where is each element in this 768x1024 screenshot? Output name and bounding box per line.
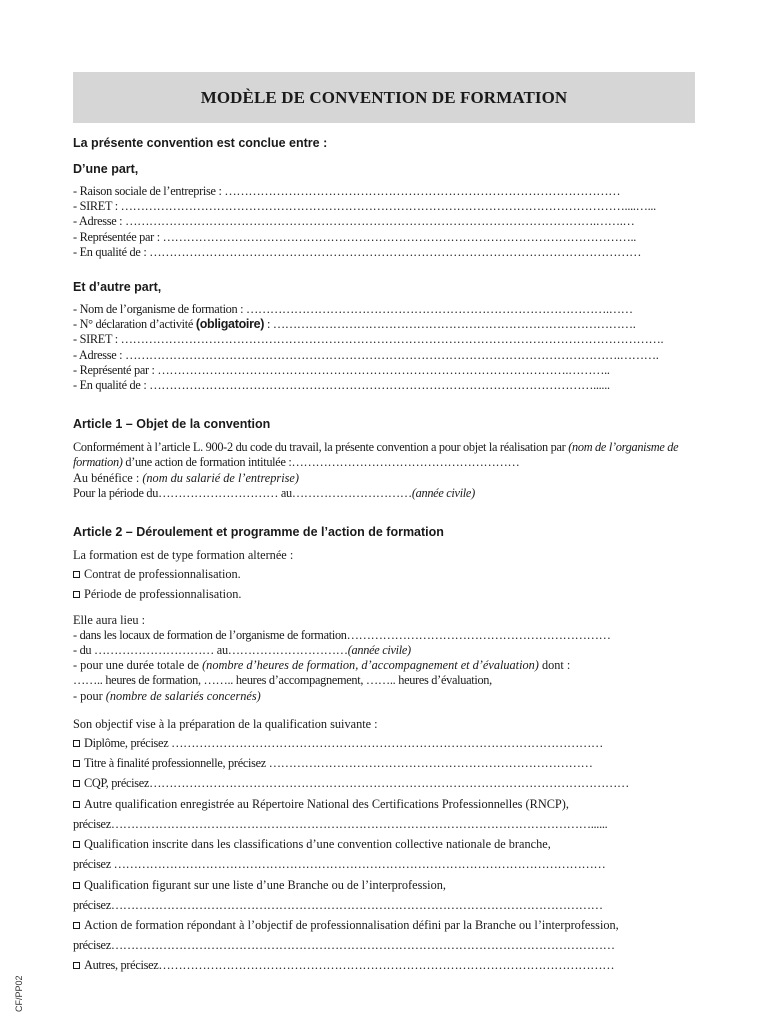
field-representee: - Représentée par : ……………………………………………………………………………………………………….. <box>73 229 637 244</box>
qualif-rncp-label: Autre qualification enregistrée au Répertoire National des Certifications Professionnelles (RNCP), <box>84 796 569 811</box>
lieu-heures: …….. heures de formation, …….. heures d’accompagnement, …….. heures d’évaluation, <box>73 673 492 688</box>
qualif-rncp[interactable] <box>73 797 695 812</box>
qualif-cqp-label: CQP, précisez………………………………………………………………………………………………………… <box>84 776 629 791</box>
qualif-diplome[interactable] <box>73 736 695 751</box>
option-contrat[interactable] <box>73 567 695 582</box>
qualif-action[interactable] <box>73 918 695 933</box>
periode-label: Pour la période du………………………… au………………………… <box>73 485 412 500</box>
duree-label: - pour une durée totale de <box>73 658 203 673</box>
field-qualite-organisme: - En qualité de : …………………………………………………………………………………………………...... <box>73 378 610 393</box>
obligatoire-label: (obligatoire) <box>195 317 265 332</box>
qualif-autres[interactable] <box>73 958 695 973</box>
field-represente: - Représenté par : ………………………………………………………………………………………….……….. <box>73 362 610 377</box>
lieu-heading: Elle aura lieu : <box>73 612 146 627</box>
qualif-titre-label: Titre à finalité professionnelle, précisez ……………………………………………………………………… <box>84 756 593 771</box>
qualif-liste[interactable] <box>73 878 695 893</box>
salaries-hint: (nombre de salariés concernés) <box>105 688 261 703</box>
article1-organisme-hint: (nom de l’organisme de formation) <box>73 440 679 470</box>
salaries-label: - pour <box>73 688 106 703</box>
field-adresse-organisme: - Adresse : …………………………………………………………………………………………………………….………. <box>73 347 659 362</box>
periode-hint: (année civile) <box>411 485 475 500</box>
part2-fields <box>73 302 695 393</box>
qualif-autres-label: Autres, précisez…………………………………………………………………………………………………… <box>84 958 615 973</box>
qualif-titre[interactable] <box>73 756 695 771</box>
checkbox-icon[interactable] <box>73 760 80 767</box>
part1-heading: D’une part, <box>73 162 139 176</box>
option-contrat-label: Contrat de professionnalisation. <box>84 567 241 582</box>
checkbox-icon[interactable] <box>73 882 80 889</box>
article1-text-a: Conformément à l’article L. 900-2 du code du travail, la présente convention a pour objet la réalisation par <box>73 440 569 455</box>
field-siret: - SIRET : ………………………………………………………………………………………………………………....…... <box>73 199 656 214</box>
lieu-dates <box>73 643 695 658</box>
lieu-duree <box>73 658 695 673</box>
checkbox-icon[interactable] <box>73 801 80 808</box>
checkbox-icon[interactable] <box>73 841 80 848</box>
qualif-liste-precisez: précisez…………………………………………………………………………………………………………… <box>73 897 603 912</box>
qualif-cqp[interactable] <box>73 776 695 791</box>
article1-text-c: d’une action de formation intitulée :………………………………………………… <box>122 455 520 470</box>
lieu-locaux: - dans les locaux de formation de l’organisme de formation………………………………………………………… <box>73 627 611 642</box>
option-periode-label: Période de professionnalisation. <box>84 587 242 602</box>
objectif-text: Son objectif vise à la préparation de la qualification suivante : <box>73 716 378 731</box>
article1-heading: Article 1 – Objet de la convention <box>73 417 271 432</box>
checkbox-icon[interactable] <box>73 740 80 747</box>
article1-beneficiaire <box>73 471 695 486</box>
qualif-liste-label: Qualification figurant sur une liste d’une Branche ou de l’interprofession, <box>84 877 446 892</box>
dates-hint: (année civile) <box>347 643 411 658</box>
title-banner <box>73 72 695 123</box>
document-code: CF/PP02 <box>14 975 24 1012</box>
lieu-salaries <box>73 689 695 704</box>
field-qualite: - En qualité de : …………………………………………………………………………………………………………… <box>73 244 642 259</box>
qualif-diplome-label: Diplôme, précisez ……………………………………………………………………………………………… <box>84 736 604 751</box>
qualif-convention[interactable] <box>73 837 695 852</box>
checkbox-icon[interactable] <box>73 591 80 598</box>
article1-periode <box>73 486 695 501</box>
checkbox-icon[interactable] <box>73 571 80 578</box>
field-declaration <box>73 317 695 332</box>
option-periode[interactable] <box>73 587 695 602</box>
beneficiaire-label: Au bénéfice : <box>73 470 143 485</box>
duree-suffix: dont : <box>538 658 571 673</box>
qualif-convention-precisez: précisez …………………………………………………………………………………………………………… <box>73 857 606 872</box>
declaration-dots: : ………………………………………………………………………………. <box>264 317 636 332</box>
dates-label: - du ………………………… au………………………… <box>73 643 348 658</box>
field-adresse: - Adresse : ……………………………………………………………………………………………………….…….… <box>73 214 635 229</box>
checkbox-icon[interactable] <box>73 922 80 929</box>
field-organisme: - Nom de l’organisme de formation : ……………………………………………………………………………….…… <box>73 302 633 317</box>
qualif-convention-label: Qualification inscrite dans les classifications d’une convention collective nationale de branche, <box>84 837 551 852</box>
field-siret-organisme: - SIRET : ………………………………………………………………………………………………………………………. <box>73 332 664 347</box>
part2-heading: Et d’autre part, <box>73 280 162 295</box>
duree-hint: (nombre d’heures de formation, d’accompagnement et d’évaluation) <box>202 658 539 673</box>
intro-heading: La présente convention est conclue entre : <box>73 136 328 150</box>
article1-text <box>73 440 695 470</box>
document-title: MODÈLE DE CONVENTION DE FORMATION <box>200 87 568 107</box>
declaration-label: - N° déclaration d’activité <box>73 317 196 332</box>
field-raison-sociale: - Raison sociale de l’entreprise : ……………………………………………………………………………………… <box>73 184 621 198</box>
qualif-rncp-precisez: précisez…………………………………………………………………………………………………………...... <box>73 816 608 831</box>
qualif-action-precisez: précisez……………………………………………………………………………………………………………… <box>73 938 615 953</box>
document-page <box>73 72 695 974</box>
checkbox-icon[interactable] <box>73 780 80 787</box>
qualif-action-label: Action de formation répondant à l’objectif de professionnalisation défini par la Branche ou l’interprofession, <box>84 917 619 932</box>
type-intro: La formation est de type formation alternée : <box>73 548 294 563</box>
checkbox-icon[interactable] <box>73 962 80 969</box>
beneficiaire-hint: (nom du salarié de l’entreprise) <box>142 470 299 485</box>
article2-heading: Article 2 – Déroulement et programme de l’action de formation <box>73 525 444 540</box>
part1-fields <box>73 184 695 260</box>
